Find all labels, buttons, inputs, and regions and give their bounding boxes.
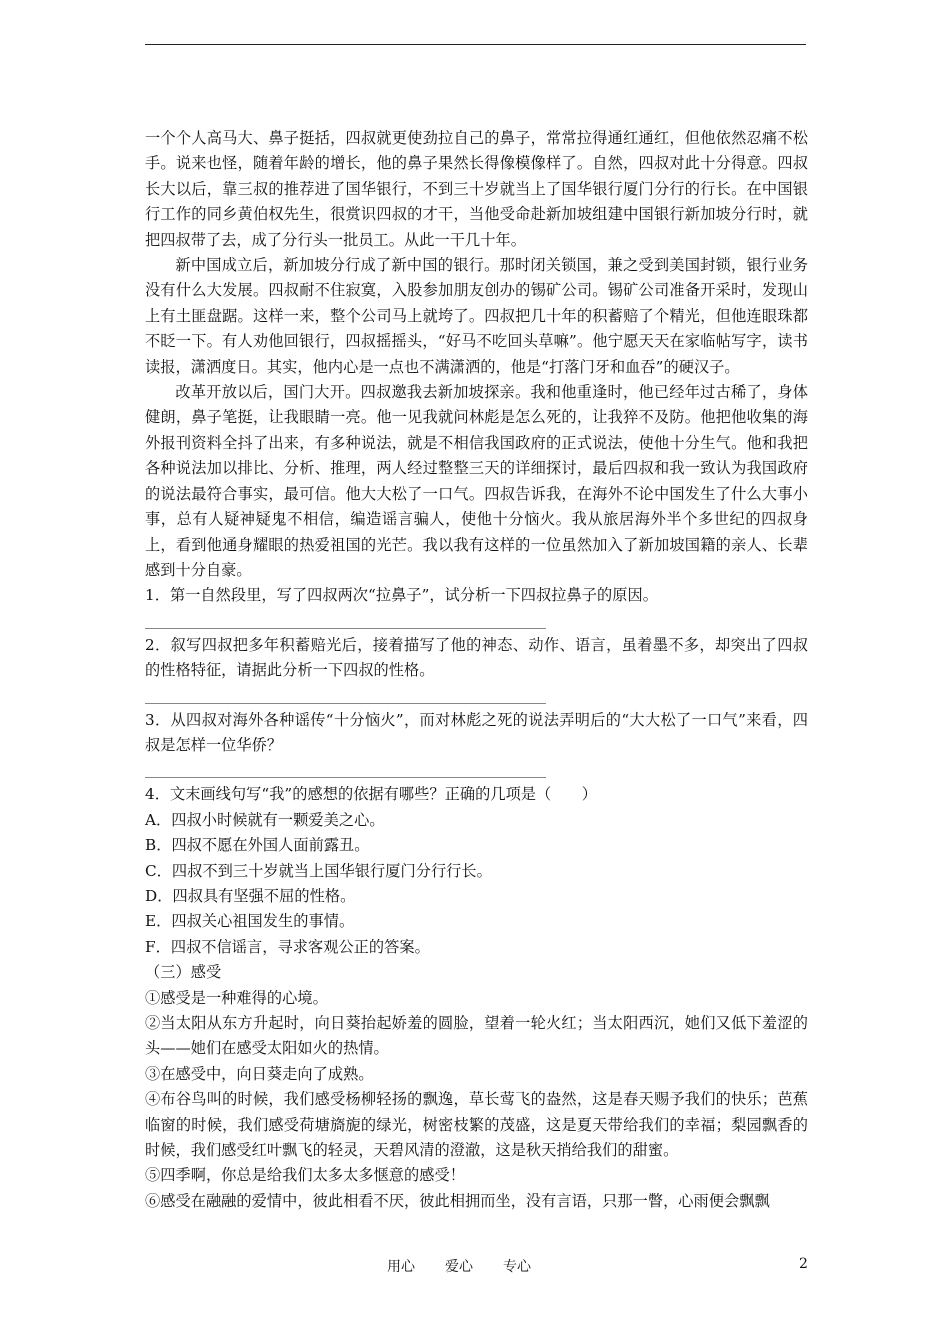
question-3: 3．从四叔对海外各种谣传“十分恼火”，而对林彪之死的说法弄明后的“大大松了一口气”来看，四叔是怎样一位华侨？ (145, 710, 808, 754)
footer-word-1: 用心 (387, 1259, 415, 1275)
question-4: 4．文末画线句写“我”的感想的依据有哪些？正确的几项是（ ） (145, 785, 597, 804)
page-number: 2 (799, 1256, 808, 1272)
answer-line-2[interactable] (145, 703, 546, 704)
option-c: C．四叔不到三十岁就当上国华银行厦门分行行长。 (145, 861, 492, 880)
question-2: 2．叙写四叔把多年积蓄赔光后，接着描写了他的神态、动作、语言，虽着墨不多，却突出了四叔的性格特征，请据此分析一下四叔的性格。 (145, 635, 808, 680)
section-3-item-4: ④布谷鸟叫的时候，我们感受杨柳轻扬的飘逸，草长莺飞的盎然，这是春天赐予我们的快乐；芭蕉临窗的时候，我们感受荷塘旖旎的绿光，树密枝繁的茂盛，这是夏天带给我们的幸福；梨园飘香的时候，我们感受红叶飘飞的轻灵，天碧风清的澄澈，这是秋天捎给我们的甜蜜。 (145, 1090, 808, 1160)
option-f: F．四叔不信谣言，寻求客观公正的答案。 (145, 937, 430, 956)
footer-motto (387, 1256, 561, 1276)
section-3-item-3: ③在感受中，向日葵走向了成熟。 (145, 1064, 374, 1083)
answer-line-3[interactable] (145, 777, 546, 778)
option-b: B．四叔不愿在外国人面前露丑。 (145, 836, 370, 855)
option-a: A．四叔小时候就有一颗爱美之心。 (145, 810, 385, 829)
paragraph-1: 一个个人高马大、鼻子挺括，四叔就更使劲拉自己的鼻子，常常拉得通红通红，但他依然忍痛不松手。说来也怪，随着年龄的增长，他的鼻子果然长得像模像样了。自然，四叔对此十分得意。四叔长大以后，靠三叔的推荐进了国华银行，不到三十岁就当上了国华银行厦门分行的行长。在中国银行工作的同乡黄伯权先生，很赏识四叔的才干，当他受命赴新加坡组建中国银行新加坡分行时，就把四叔带了去，成了分行头一批员工。从此一干几十年。 (145, 129, 808, 249)
footer-word-2: 爱心 (445, 1259, 473, 1275)
option-d: D．四叔具有坚强不屈的性格。 (145, 886, 356, 905)
footer-word-3: 专心 (503, 1259, 531, 1275)
header-rule (145, 44, 806, 45)
paragraph-3: 改革开放以后，国门大开。四叔邀我去新加坡探亲。我和他重逢时，他已经年过古稀了，身体健朗，鼻子笔挺，让我眼睛一亮。他一见我就问林彪是怎么死的，让我猝不及防。他把他收集的海外报刊资料全抖了出来，有多种说法，就是不相信我国政府的正式说法，使他十分生气。他和我把各种说法加以排比、分析、推理，两人经过整整三天的详细探讨，最后四叔和我一致认为我国政府的说法最符合事实，最可信。他大大松了一口气。四叔告诉我，在海外不论中国发生了什么大事小事，总有人疑神疑鬼不相信，编造谣言骗人，使他十分恼火。我从旅居海外半个多世纪的四叔身上，看到他通身耀眼的热爱祖国的光芒。我以我有这样的一位虽然加入了新加坡国籍的亲人、长辈感到十分自豪。 (145, 383, 808, 579)
section-3-item-6: ⑥感受在融融的爱情中，彼此相看不厌，彼此相拥而坐，没有言语，只那一瞥，心雨便会飘飘 (145, 1191, 770, 1210)
paragraph-2: 新中国成立后，新加坡分行成了新中国的银行。那时闭关锁国，兼之受到美国封锁，银行业务没有什么大发展。四叔耐不住寂寞，入股参加朋友创办的锡矿公司。锡矿公司准备开采时，发现山上有土匪盘踞。这样一来，整个公司马上就垮了。四叔把几十年的积蓄赔了个精光，但他连眼珠都不眨一下。有人劝他回银行，四叔摇摇头，“好马不吃回头草嘛”。他宁愿天天在家临帖写字，读书读报，潇洒度日。其实，他内心是一点也不满潇洒的，他是“打落门牙和血吞”的硬汉子。 (145, 256, 808, 376)
section-3-item-5: ⑤四季啊，你总是给我们太多太多惬意的感受！ (145, 1166, 465, 1185)
document-body (145, 126, 808, 1214)
page-footer (0, 1256, 950, 1280)
section-3-item-2: ②当太阳从东方升起时，向日葵抬起娇羞的圆脸，望着一轮火红；当太阳西沉，她们又低下羞涩的头——她们在感受太阳如火的热情。 (145, 1014, 808, 1058)
option-e: E．四叔关心祖国发生的事情。 (145, 912, 355, 931)
section-3-heading: （三）感受 (145, 963, 222, 982)
answer-line-1[interactable] (145, 628, 546, 629)
section-3-item-1: ①感受是一种难得的心境。 (145, 988, 328, 1007)
question-1: 1．第一自然段里，写了四叔两次“拉鼻子”，试分析一下四叔拉鼻子的原因。 (145, 586, 658, 605)
